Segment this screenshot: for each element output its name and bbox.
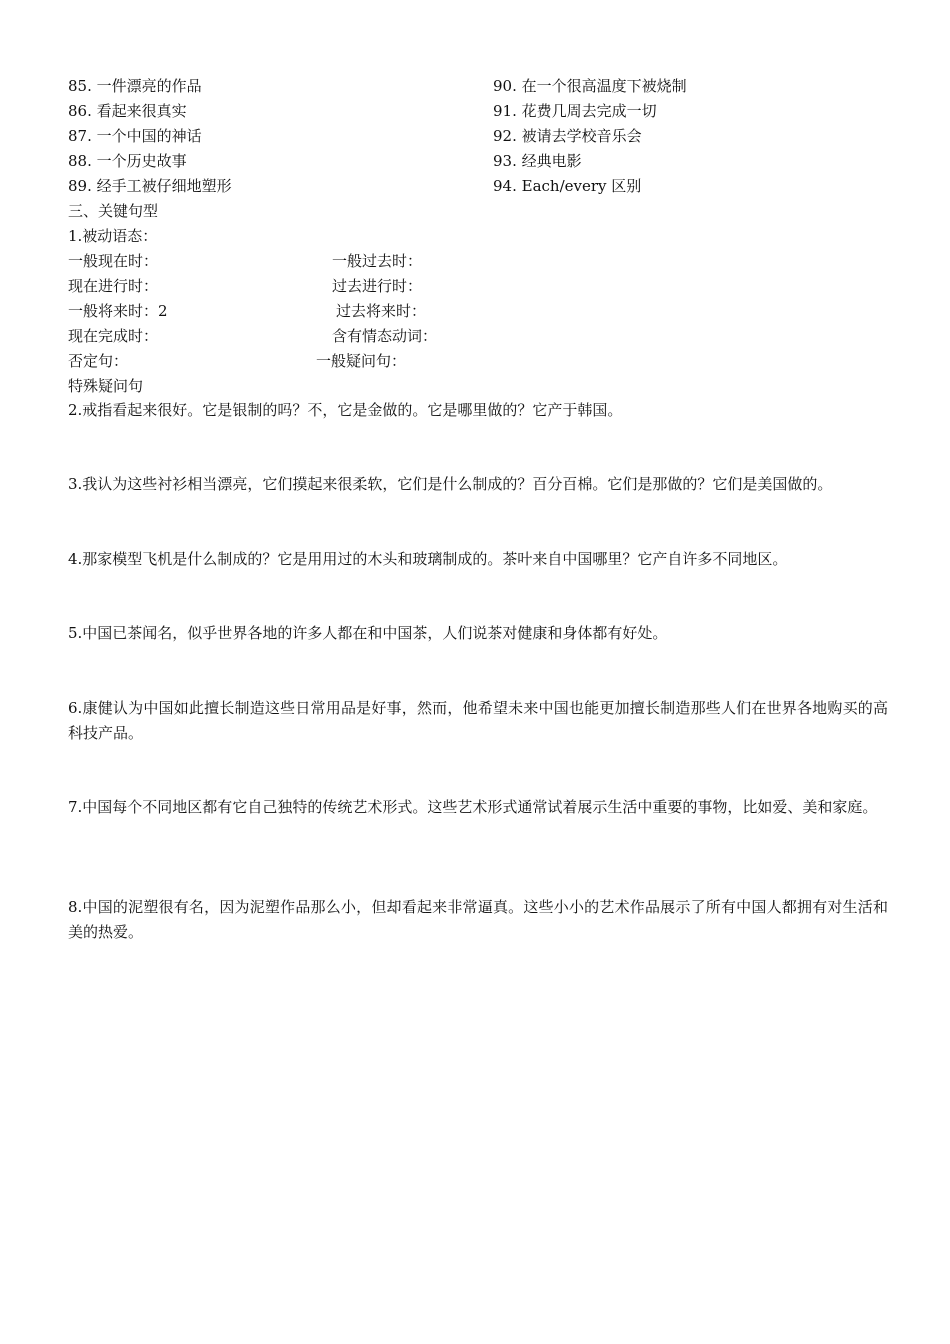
tense-past-continuous: 过去进行时： (332, 277, 423, 295)
key-sentence: 2.戒指看起来很好。它是银制的吗？不，它是金做的。它是哪里做的？它产于韩国。 (68, 401, 623, 419)
sentence-type-general-question: 一般疑问句： (316, 352, 407, 370)
key-sentence: 8.中国的泥塑很有名，因为泥塑作品那么小，但却看起来非常逼真。这些小小的艺术作品展示了所有中国人都拥有对生活和美的热爱。 (68, 898, 888, 941)
phrase-list-left (68, 74, 232, 199)
phrase-item: 90. 在一个很高温度下被烧制 (493, 77, 687, 95)
phrase-item: 93. 经典电影 (493, 152, 582, 170)
tense-present-perfect: 现在完成时： (68, 327, 159, 345)
phrase-item: 85. 一件漂亮的作品 (68, 77, 202, 95)
phrase-item: 94. Each/every 区别 (493, 177, 642, 195)
key-sentence: 4.那家模型飞机是什么制成的？它是用用过的木头和玻璃制成的。茶叶来自中国哪里？它产自许多不同地区。 (68, 550, 788, 568)
tense-modal-verbs: 含有情态动词： (332, 327, 438, 345)
phrase-item: 89. 经手工被仔细地塑形 (68, 177, 232, 195)
key-sentence: 3.我认为这些衬衫相当漂亮，它们摸起来很柔软，它们是什么制成的？百分百棉。它们是那做的？它们是美国做的。 (68, 475, 833, 493)
tense-simple-future: 一般将来时：2 (68, 302, 168, 320)
phrase-item: 92. 被请去学校音乐会 (493, 127, 642, 145)
sentence-type-special-question: 特殊疑问句 (68, 377, 144, 395)
phrase-item: 86. 看起来很真实 (68, 102, 187, 120)
phrase-item: 87. 一个中国的神话 (68, 127, 202, 145)
phrase-item: 88. 一个历史故事 (68, 152, 187, 170)
section-heading: 三、关键句型 (68, 202, 159, 220)
tense-simple-present: 一般现在时： (68, 252, 159, 270)
key-sentence: 7.中国每个不同地区都有它自己独特的传统艺术形式。这些艺术形式通常试着展示生活中重要的事物，比如爱、美和家庭。 (68, 798, 878, 816)
tense-simple-past: 一般过去时： (332, 252, 423, 270)
key-sentence: 5.中国已茶闻名，似乎世界各地的许多人都在和中国茶，人们说茶对健康和身体都有好处。 (68, 624, 668, 642)
sentence-type-negative: 否定句： (68, 352, 129, 370)
tense-past-future: 过去将来时： (336, 302, 427, 320)
phrase-list-right (493, 74, 687, 199)
key-sentence: 6.康健认为中国如此擅长制造这些日常用品是好事，然而，他希望未来中国也能更加擅长制造那些人们在世界各地购买的高科技产品。 (68, 699, 888, 742)
tense-present-continuous: 现在进行时： (68, 277, 159, 295)
phrase-item: 91. 花费几周去完成一切 (493, 102, 657, 120)
passive-voice-heading: 1.被动语态： (68, 227, 158, 245)
